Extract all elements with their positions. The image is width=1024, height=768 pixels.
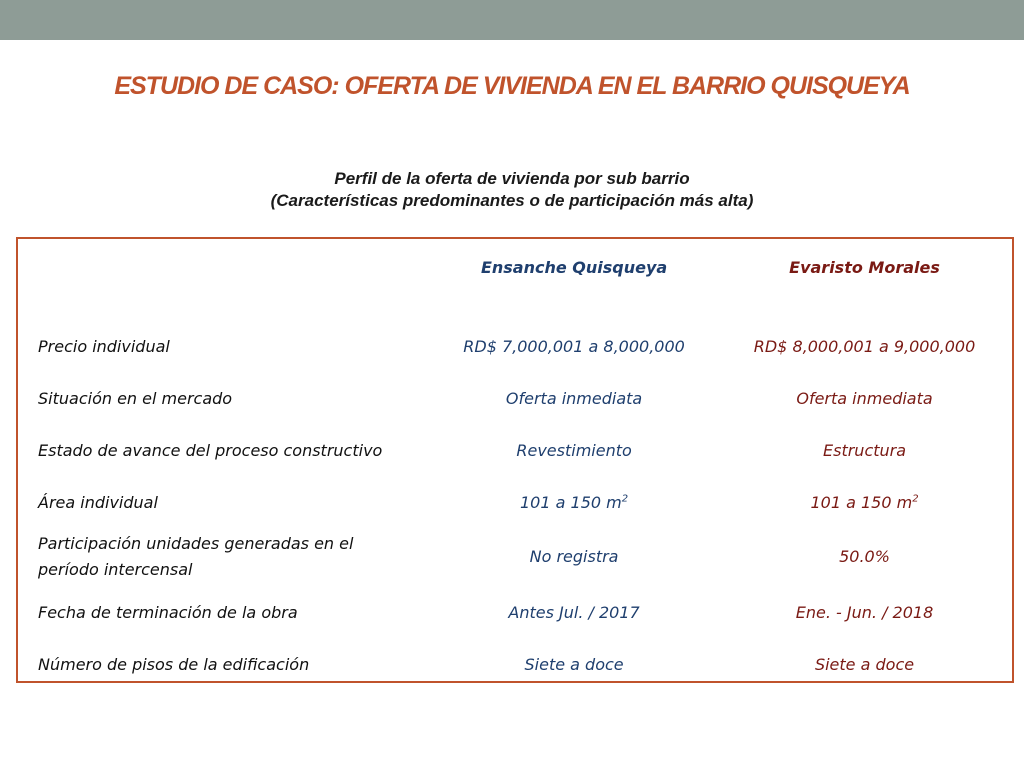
cell-ensanche: Revestimiento bbox=[516, 440, 632, 460]
cell-evaristo: Estructura bbox=[823, 440, 907, 460]
superscript: 2 bbox=[912, 493, 919, 505]
spacer-row bbox=[20, 295, 1012, 320]
cell-evaristo: Siete a doce bbox=[814, 654, 915, 674]
caption-line-2: (Características predominantes o de participación más alta) bbox=[270, 191, 754, 210]
table-row bbox=[20, 476, 1012, 528]
offer-table bbox=[20, 239, 1012, 690]
caption-line-1: Perfil de la oferta de vivienda por sub barrio bbox=[334, 169, 690, 188]
table-row bbox=[20, 372, 1012, 424]
row-label bbox=[20, 528, 431, 586]
header-evaristo-morales: Evaristo Morales bbox=[789, 257, 940, 277]
header-ensanche-quisqueya: Ensanche Quisqueya bbox=[480, 257, 668, 277]
offer-table-frame bbox=[16, 237, 1014, 683]
cell-ensanche: RD$ 7,000,001 a 8,000,000 bbox=[463, 336, 685, 356]
cell-ensanche: Siete a doce bbox=[524, 654, 624, 674]
cell-value: 101 a 150 m bbox=[810, 492, 913, 512]
table-caption bbox=[0, 168, 1024, 212]
header-row bbox=[20, 239, 1012, 295]
row-label: Estado de avance del proceso constructivo bbox=[38, 440, 383, 460]
table-row bbox=[20, 320, 1012, 372]
cell-value: 101 a 150 m bbox=[520, 492, 622, 512]
row-label: Fecha de terminación de la obra bbox=[38, 602, 298, 622]
table-row bbox=[20, 424, 1012, 476]
table-row bbox=[20, 638, 1012, 690]
cell-evaristo: Ene. - Jun. / 2018 bbox=[795, 602, 934, 622]
cell-evaristo: RD$ 8,000,001 a 9,000,000 bbox=[753, 336, 976, 356]
cell-evaristo bbox=[717, 476, 1012, 528]
header-empty bbox=[20, 239, 431, 295]
row-label: Situación en el mercado bbox=[38, 388, 233, 408]
cell-evaristo: 50.0% bbox=[839, 547, 890, 566]
row-label: Número de pisos de la edificación bbox=[38, 654, 310, 674]
table-row bbox=[20, 586, 1012, 638]
row-label: Precio individual bbox=[38, 336, 170, 356]
superscript: 2 bbox=[621, 493, 629, 505]
row-label-line-2: período intercensal bbox=[38, 560, 193, 579]
cell-ensanche bbox=[431, 476, 717, 528]
top-band bbox=[0, 0, 1024, 40]
table-row bbox=[20, 528, 1012, 586]
row-label: Área individual bbox=[38, 492, 158, 512]
cell-ensanche: No registra bbox=[529, 547, 619, 566]
cell-ensanche: Oferta inmediata bbox=[505, 388, 643, 408]
slide-title: ESTUDIO DE CASO: OFERTA DE VIVIENDA EN EL BARRIO QUISQUEYA bbox=[114, 72, 910, 100]
cell-ensanche: Antes Jul. / 2017 bbox=[508, 602, 640, 622]
cell-evaristo: Oferta inmediata bbox=[796, 388, 933, 408]
row-label-line-1: Participación unidades generadas en el bbox=[38, 534, 354, 553]
